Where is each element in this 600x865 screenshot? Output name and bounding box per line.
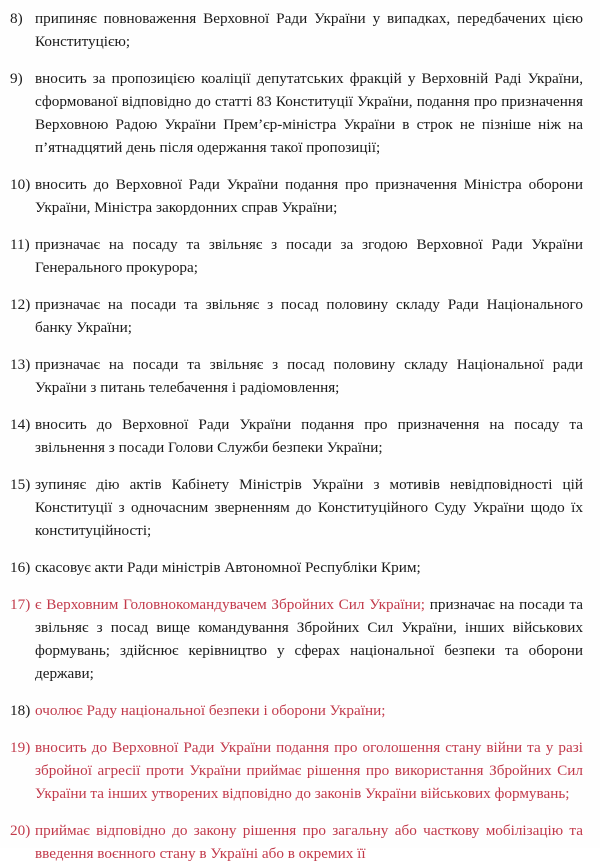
clause-text [35,736,583,805]
clause-text [35,819,583,865]
clause-text-plain: призначає на посади та звільняє з посад половину складу Національної ради України з питань телебачення і радіомовлення; [35,356,583,396]
clause-text [35,293,583,339]
clause-item [10,593,583,685]
clause-text [35,413,583,459]
clause-marker: 14) [10,416,31,433]
clause-text [35,699,583,722]
clause-text [35,593,583,685]
clause-item [10,736,583,805]
clause-item [10,173,583,219]
clause-text-plain: призначає на посади та звільняє з посад вище командування Збройних Сил України, інших військових формувань; здійснює керівництво у сферах національної безпеки та оборони держави; [35,596,583,682]
clause-marker: 9) [10,70,23,87]
clause-text-plain: вносить за пропозицією коаліції депутатських фракцій у Верховній Раді України, сформованої відповідно до статті 83 Конституції України, подання про призначення Верховною Радою України Прем’єр-міністра України в строк не пізніше ніж на п’ятнадцятий день після одержання такої пропозиції; [35,70,583,156]
clause-item [10,413,583,459]
clause-marker: 16) [10,559,31,576]
clause-text-plain: вносить до Верховної Ради України подання про призначення на посаду та звільнення з посади Голови Служби безпеки України; [35,416,583,456]
clause-text-plain: вносить до Верховної Ради України подання про призначення Міністра оборони України, Міністра закордонних справ України; [35,176,583,216]
clause-text [35,7,583,53]
clause-marker: 18) [10,702,31,719]
clause-marker: 12) [10,296,31,313]
clause-text [35,473,583,542]
clause-text-plain: скасовує акти Ради міністрів Автономної Республіки Крим; [35,559,421,576]
clause-text-highlighted: є Верховним Головнокомандувачем Збройних Сил України; [35,596,426,613]
clause-marker: 13) [10,356,31,373]
clause-text-highlighted: вносить до Верховної Ради України подання про оголошення стану війни та у разі збройної агресії проти України приймає рішення про використання Збройних Сил України та інших утворених відповідно до законів України військових формувань; [35,739,583,802]
clause-item [10,233,583,279]
clause-marker: 11) [10,236,30,253]
clause-text-plain: призначає на посади та звільняє з посад половину складу Ради Національного банку України; [35,296,583,336]
clause-text [35,556,583,579]
clause-marker: 15) [10,476,31,493]
clause-marker: 20) [10,822,31,839]
clause-text [35,233,583,279]
clause-marker: 10) [10,176,31,193]
clause-item [10,556,583,579]
clause-marker: 8) [10,10,23,27]
clause-item [10,819,583,865]
clause-item [10,353,583,399]
clause-text [35,173,583,219]
clause-text-highlighted: очолює Раду національної безпеки і оборони України; [35,702,386,719]
clause-text-plain: призначає на посаду та звільняє з посади за згодою Верховної Ради України Генерального прокурора; [35,236,583,276]
clause-item [10,67,583,159]
clause-marker: 17) [10,596,31,613]
clause-item [10,7,583,53]
clause-item [10,699,583,722]
clause-text [35,67,583,159]
clause-text [35,353,583,399]
clause-text-plain: зупиняє дію актів Кабінету Міністрів України з мотивів невідповідності цій Конституції з одночасним зверненням до Конституційного Суду України щодо їх конституційності; [35,476,583,539]
clause-marker: 19) [10,739,31,756]
clause-item [10,293,583,339]
clause-text-highlighted: приймає відповідно до закону рішення про загальну або часткову мобілізацію та введення воєнного стану в Україні або в окремих її [35,822,583,862]
clause-text-plain: припиняє повноваження Верховної Ради України у випадках, передбачених цією Конституцією; [35,10,583,50]
clause-item [10,473,583,542]
